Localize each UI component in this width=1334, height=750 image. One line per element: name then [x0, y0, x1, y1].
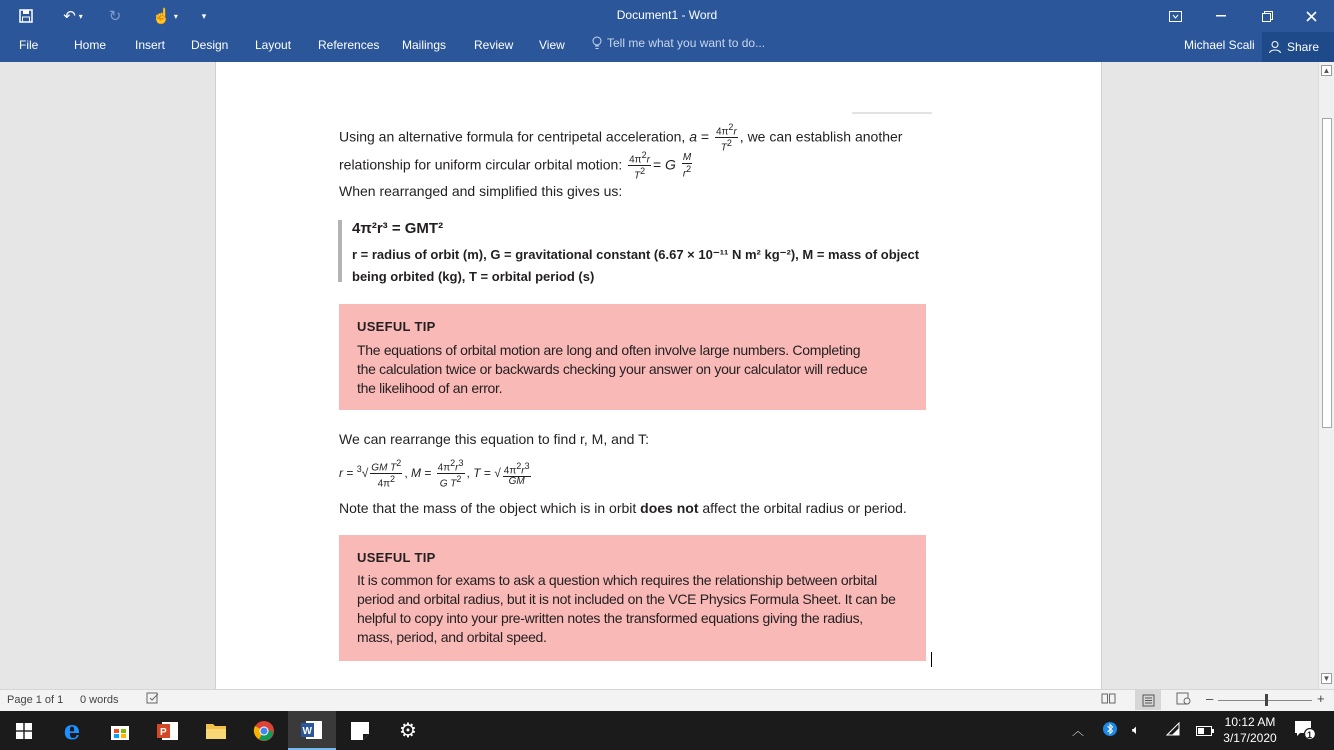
customize-toolbar-icon[interactable]: ▾ [201, 10, 207, 21]
tab-insert[interactable]: Insert [135, 38, 166, 52]
word-taskbar-icon[interactable] [288, 711, 336, 750]
ribbon-tabs [0, 32, 1334, 62]
tab-file[interactable]: File [19, 38, 39, 52]
notifications-icon[interactable] [1294, 720, 1316, 743]
wifi-icon[interactable] [1166, 722, 1180, 739]
settings-gear-icon[interactable]: ⚙ [399, 720, 417, 742]
tip-body-2: It is common for exams to ask a question which requires the relationship between orbital period and orbital radius, but it is not included on the VCE Physics Formula Sheet. It can be helpful to copy into your pre-written notes the transformed equations giving the radius, mass, period, and orbital speed. [357, 572, 896, 645]
header-rule [852, 112, 932, 114]
tray-overflow-icon[interactable]: ︿ [1072, 724, 1085, 738]
undo-icon[interactable]: ↶ ▾ [63, 8, 83, 25]
tip-heading-1: USEFUL TIP [357, 319, 436, 334]
clock-time: 10:12 AM [1224, 715, 1276, 729]
share-label: Share [1287, 40, 1320, 54]
tab-mailings[interactable]: Mailings [402, 38, 447, 52]
title-bar [0, 0, 1334, 32]
zoom-slider-thumb[interactable] [1265, 694, 1268, 706]
zoom-out-icon[interactable]: – [1206, 691, 1214, 706]
main-equation: 4π²r³ = GMT² [352, 220, 444, 237]
proofing-icon[interactable] [146, 692, 160, 708]
tip-heading-2: USEFUL TIP [357, 550, 436, 565]
print-layout-icon[interactable] [1135, 690, 1161, 710]
fraction-4pi2r3-GM: $\frac{4\pi^2r^3}{GM}$ [503, 460, 530, 487]
close-icon[interactable] [1288, 0, 1334, 32]
sticky-notes-icon[interactable] [336, 711, 384, 750]
volume-icon[interactable]: 🔈︎ [1132, 722, 1140, 737]
paragraph-rearrange: We can rearrange this equation to find r, M, and T: [339, 431, 649, 447]
text-cursor [931, 652, 932, 667]
scroll-down-icon[interactable]: ▼ [1322, 674, 1331, 683]
vertical-scrollbar[interactable] [1318, 62, 1334, 689]
tab-home[interactable]: Home [74, 38, 107, 52]
tell-me-text: Tell me what you want to do... [607, 36, 766, 50]
powerpoint-icon[interactable] [144, 711, 192, 750]
tab-design[interactable]: Design [191, 38, 229, 52]
page-count[interactable]: Page 1 of 1 [7, 694, 64, 706]
paragraph-note: Note that the mass of the object which is in orbit does not affect the orbital radius or period. [339, 500, 907, 516]
tab-view[interactable]: View [539, 38, 565, 52]
useful-tip-box-1 [339, 304, 926, 410]
web-layout-icon[interactable] [1176, 692, 1191, 708]
status-bar [0, 689, 1334, 711]
paragraph-centripetal: Using an alternative formula for centripetal acceleration, a = $\frac{4\pi^2r}{T^2}$ , we can establish another [339, 122, 903, 154]
svg-text:W: W [302, 725, 312, 737]
word-count[interactable]: 0 words [80, 694, 119, 706]
clock-date: 3/17/2020 [1223, 731, 1277, 745]
bluetooth-icon[interactable] [1103, 721, 1117, 740]
tab-references[interactable]: References [318, 38, 380, 52]
equation-quote-bar [338, 220, 342, 282]
scroll-thumb[interactable] [1322, 118, 1332, 428]
fraction-4pi2r-T2-b: $\frac{4\pi^2r}{T^2}$ [629, 150, 650, 182]
fraction-M-r2: $\frac{M}{r^2}$ [682, 151, 692, 179]
touch-mode-icon[interactable]: ☝ ▾ [152, 8, 178, 25]
tip-body-1: The equations of orbital motion are long and often involve large numbers. Completing the calculation twice or backwards checking your answer on your calculator will reduce the likelihood of an error. [357, 342, 868, 396]
windows-start-icon[interactable] [0, 711, 48, 750]
tell-me-search[interactable] [592, 36, 765, 50]
fraction-4pi2r3-GT2: $\frac{4\pi^2r^3}{G T^2}$ [437, 458, 464, 490]
fraction-GMT2-4pi2: $\frac{GM T^2}{4\pi^2}$ [371, 458, 402, 490]
restore-icon[interactable] [1244, 0, 1290, 32]
definition-line-2: being orbited (kg), T = orbital period (s) [352, 269, 595, 284]
lightbulb-icon [592, 36, 602, 50]
ribbon-display-icon[interactable] [1152, 0, 1198, 32]
zoom-in-icon[interactable]: + [1317, 691, 1325, 706]
notification-count: 1 [1307, 730, 1313, 740]
window-title: Document1 - Word [616, 8, 718, 22]
read-mode-icon[interactable] [1101, 692, 1116, 708]
minimize-icon[interactable] [1198, 0, 1244, 32]
redo-icon[interactable]: ↻ [108, 8, 122, 25]
system-clock[interactable] [1210, 714, 1290, 746]
user-name[interactable]: Michael Scali [1184, 38, 1255, 52]
definition-line-1: r = radius of orbit (m), G = gravitational constant (6.67 × 10⁻¹¹ N m² kg⁻²), M = mass of object [352, 247, 920, 262]
windows-taskbar [0, 711, 1334, 750]
person-icon [1268, 40, 1282, 54]
paragraph-rearranged: When rearranged and simplified this gives us: [339, 183, 623, 199]
store-icon[interactable] [96, 711, 144, 750]
fraction-4pi2r-T2: $\frac{4\pi^2r}{T^2}$ [715, 122, 737, 154]
tab-layout[interactable]: Layout [255, 38, 292, 52]
rearranged-equations: r = $^3$√ $\frac{GM T^2}{4\pi^2}$ , M = $\frac{4\pi^2r^3}{G T^2}$ , T = √ $\frac{4\pi^2r^3}{GM}$ [339, 458, 530, 490]
tab-review[interactable]: Review [474, 38, 514, 52]
chrome-icon[interactable] [240, 711, 288, 750]
edge-icon[interactable]: e [63, 715, 81, 746]
share-button[interactable] [1262, 32, 1334, 62]
file-explorer-icon[interactable] [192, 711, 240, 750]
scroll-up-icon[interactable]: ▲ [1322, 66, 1331, 75]
useful-tip-box-2 [339, 535, 926, 661]
svg-text:P: P [160, 726, 167, 738]
paragraph-orbital-relationship: relationship for uniform circular orbital motion: $\frac{4\pi^2r}{T^2}$ = G $\frac{M}{r^2}$ [339, 150, 692, 182]
